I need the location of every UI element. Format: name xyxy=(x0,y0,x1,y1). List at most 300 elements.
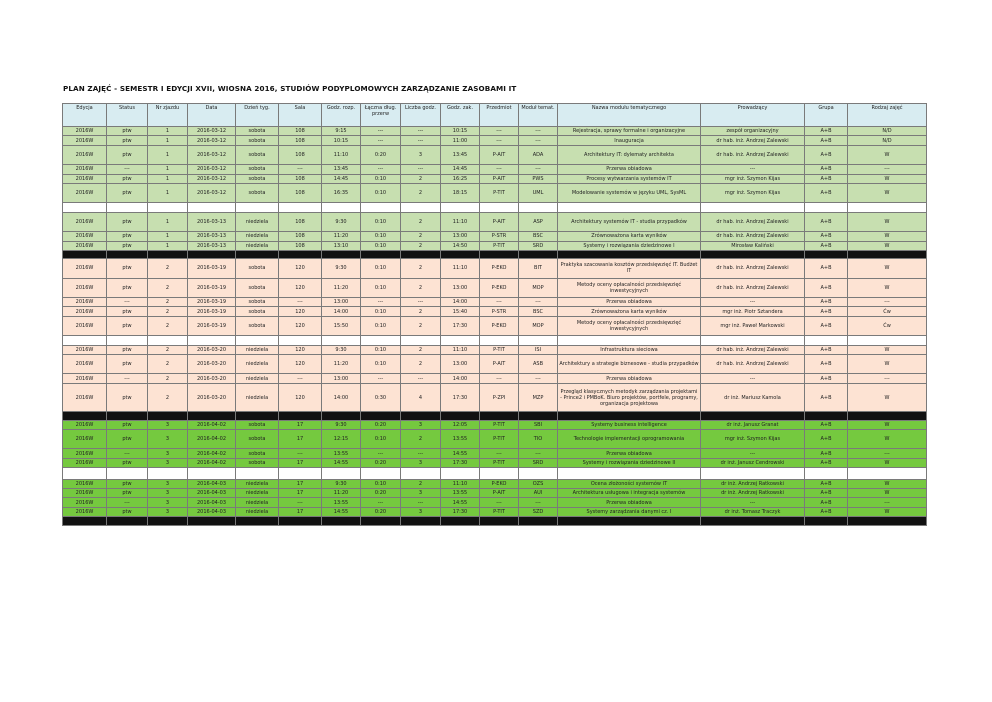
cell-weekday: niedziela xyxy=(236,374,279,383)
cell-subject: --- xyxy=(480,298,519,307)
header-class-type: Rodzaj zajęć xyxy=(848,104,927,127)
cell-group: A+B xyxy=(805,374,848,383)
cell-group xyxy=(805,517,848,525)
cell-room: 120 xyxy=(279,355,322,374)
table-row xyxy=(63,420,927,429)
cell-date: 2016-03-13 xyxy=(188,241,236,250)
cell-module-name xyxy=(558,517,701,525)
cell-date: 2016-03-19 xyxy=(188,316,236,335)
cell-weekday xyxy=(236,468,279,479)
cell-module-name: Architektury systemów IT - studia przypadków xyxy=(558,212,701,231)
separator-row xyxy=(63,468,927,479)
cell-module: BSC xyxy=(519,307,558,316)
table-row xyxy=(63,429,927,448)
cell-module-name: Infrastruktura sieciowa xyxy=(558,345,701,354)
cell-date: 2016-04-02 xyxy=(188,420,236,429)
cell-subject xyxy=(480,336,519,345)
cell-start-time: 14:00 xyxy=(322,307,361,316)
table-row xyxy=(63,232,927,241)
cell-start-time xyxy=(322,468,361,479)
table-header-row xyxy=(63,104,927,127)
cell-room xyxy=(279,517,322,525)
cell-end-time: 13:00 xyxy=(441,278,480,297)
cell-subject: P-EKO xyxy=(480,259,519,278)
cell-end-time xyxy=(441,412,480,420)
cell-subject: P-TIT xyxy=(480,183,519,202)
cell-module: ADA xyxy=(519,145,558,164)
cell-hours: 3 xyxy=(401,488,441,497)
table-row xyxy=(63,355,927,374)
cell-status: --- xyxy=(107,298,148,307)
cell-subject: P-AIT xyxy=(480,355,519,374)
cell-lecturer: zespół organizacyjny xyxy=(701,127,805,136)
cell-session-no: 1 xyxy=(148,136,188,145)
cell-date xyxy=(188,517,236,525)
cell-room xyxy=(279,468,322,479)
cell-hours: --- xyxy=(401,136,441,145)
cell-break-length: 0:20 xyxy=(361,507,401,516)
cell-session-no: 1 xyxy=(148,232,188,241)
cell-end-time: 18:15 xyxy=(441,183,480,202)
cell-class-type: W xyxy=(848,383,927,411)
cell-weekday: sobota xyxy=(236,420,279,429)
cell-session-no: 3 xyxy=(148,498,188,507)
table-row xyxy=(63,212,927,231)
cell-end-time: 15:40 xyxy=(441,307,480,316)
cell-subject: P-TIT xyxy=(480,241,519,250)
cell-status xyxy=(107,250,148,258)
cell-weekday: sobota xyxy=(236,449,279,458)
separator-row xyxy=(63,517,927,525)
cell-end-time: 14:55 xyxy=(441,498,480,507)
cell-weekday xyxy=(236,412,279,420)
cell-subject: P-STR xyxy=(480,307,519,316)
cell-subject: --- xyxy=(480,449,519,458)
cell-lecturer: --- xyxy=(701,165,805,174)
table-row xyxy=(63,165,927,174)
cell-module-name: Systemy i rozwiązania dziedzinowe I xyxy=(558,241,701,250)
cell-end-time: 14:50 xyxy=(441,241,480,250)
cell-room: 17 xyxy=(279,458,322,467)
table-row xyxy=(63,498,927,507)
cell-break-length: --- xyxy=(361,165,401,174)
cell-edition xyxy=(63,203,107,212)
cell-weekday: niedziela xyxy=(236,498,279,507)
cell-lecturer: dr inż. Mariusz Kamola xyxy=(701,383,805,411)
cell-status: --- xyxy=(107,374,148,383)
cell-end-time: 13:55 xyxy=(441,429,480,448)
cell-lecturer: dr inż. Janusz Granat xyxy=(701,420,805,429)
table-row xyxy=(63,127,927,136)
cell-end-time xyxy=(441,468,480,479)
cell-room: 120 xyxy=(279,278,322,297)
cell-group: A+B xyxy=(805,449,848,458)
cell-edition: 2016W xyxy=(63,183,107,202)
cell-hours: 3 xyxy=(401,458,441,467)
cell-status: ptw xyxy=(107,127,148,136)
cell-session-no: 2 xyxy=(148,307,188,316)
header-edition: Edycja xyxy=(63,104,107,127)
cell-date: 2016-03-12 xyxy=(188,145,236,164)
cell-room: 108 xyxy=(279,241,322,250)
cell-hours: 2 xyxy=(401,278,441,297)
cell-room xyxy=(279,250,322,258)
cell-break-length: 0:10 xyxy=(361,345,401,354)
cell-module: --- xyxy=(519,136,558,145)
cell-end-time: 11:10 xyxy=(441,259,480,278)
cell-weekday: sobota xyxy=(236,165,279,174)
cell-edition: 2016W xyxy=(63,507,107,516)
header-break-length: Łączna dług. przerw xyxy=(361,104,401,127)
cell-start-time: 15:50 xyxy=(322,316,361,335)
cell-lecturer: --- xyxy=(701,374,805,383)
cell-subject: P-EKO xyxy=(480,278,519,297)
cell-status: ptw xyxy=(107,479,148,488)
cell-module: --- xyxy=(519,374,558,383)
cell-group: A+B xyxy=(805,259,848,278)
cell-subject xyxy=(480,468,519,479)
cell-edition: 2016W xyxy=(63,127,107,136)
cell-class-type: Ćw xyxy=(848,316,927,335)
separator-row xyxy=(63,336,927,345)
cell-status xyxy=(107,412,148,420)
cell-weekday: niedziela xyxy=(236,355,279,374)
cell-end-time: 13:00 xyxy=(441,355,480,374)
header-date: Data xyxy=(188,104,236,127)
cell-hours: 2 xyxy=(401,345,441,354)
cell-group: A+B xyxy=(805,278,848,297)
cell-module-name: Architektury IT: dylematy architekta xyxy=(558,145,701,164)
cell-date xyxy=(188,203,236,212)
cell-break-length xyxy=(361,250,401,258)
cell-group: A+B xyxy=(805,136,848,145)
cell-start-time: 12:15 xyxy=(322,429,361,448)
cell-start-time: 11:20 xyxy=(322,232,361,241)
cell-class-type: W xyxy=(848,420,927,429)
header-group: Grupa xyxy=(805,104,848,127)
cell-group: A+B xyxy=(805,479,848,488)
cell-weekday: sobota xyxy=(236,278,279,297)
cell-end-time: 17:30 xyxy=(441,458,480,467)
cell-status: ptw xyxy=(107,183,148,202)
cell-break-length: 0:10 xyxy=(361,355,401,374)
cell-edition: 2016W xyxy=(63,298,107,307)
table-row xyxy=(63,507,927,516)
cell-start-time: 9:30 xyxy=(322,212,361,231)
cell-weekday: sobota xyxy=(236,145,279,164)
cell-room: --- xyxy=(279,298,322,307)
cell-session-no: 3 xyxy=(148,420,188,429)
cell-break-length xyxy=(361,468,401,479)
cell-status: --- xyxy=(107,449,148,458)
cell-status xyxy=(107,203,148,212)
cell-edition: 2016W xyxy=(63,355,107,374)
cell-start-time: 9:15 xyxy=(322,127,361,136)
cell-class-type: W xyxy=(848,259,927,278)
cell-group: A+B xyxy=(805,498,848,507)
cell-class-type xyxy=(848,412,927,420)
cell-break-length xyxy=(361,336,401,345)
cell-lecturer: dr hab. inż. Andrzej Zalewski xyxy=(701,136,805,145)
cell-hours xyxy=(401,203,441,212)
cell-start-time: 14:55 xyxy=(322,458,361,467)
cell-break-length: 0:10 xyxy=(361,259,401,278)
cell-status: ptw xyxy=(107,429,148,448)
header-module: Moduł temat. xyxy=(519,104,558,127)
cell-weekday: sobota xyxy=(236,183,279,202)
cell-class-type: W xyxy=(848,488,927,497)
cell-weekday: sobota xyxy=(236,298,279,307)
cell-hours: 3 xyxy=(401,420,441,429)
cell-module-name: Architektury a strategie biznesowe - studia przypadków xyxy=(558,355,701,374)
cell-edition: 2016W xyxy=(63,316,107,335)
cell-edition: 2016W xyxy=(63,241,107,250)
cell-class-type: W xyxy=(848,458,927,467)
cell-lecturer: dr inż. Andrzej Ratkowski xyxy=(701,488,805,497)
cell-break-length: 0:10 xyxy=(361,232,401,241)
cell-room: 120 xyxy=(279,259,322,278)
table-row xyxy=(63,278,927,297)
cell-lecturer: dr inż. Tomasz Traczyk xyxy=(701,507,805,516)
cell-module-name: Przerwa obiadowa xyxy=(558,374,701,383)
table-row xyxy=(63,345,927,354)
cell-end-time xyxy=(441,517,480,525)
cell-edition: 2016W xyxy=(63,278,107,297)
cell-hours: 2 xyxy=(401,307,441,316)
page-title: PLAN ZAJĘĆ - SEMESTR I EDYCJI XVII, WIOSNA 2016, STUDIÓW PODYPLOMOWYCH ZARZĄDZANIE ZASOBAMI IT xyxy=(63,84,517,93)
cell-session-no: 1 xyxy=(148,145,188,164)
cell-class-type: --- xyxy=(848,298,927,307)
separator-row xyxy=(63,412,927,420)
cell-group: A+B xyxy=(805,488,848,497)
cell-hours xyxy=(401,412,441,420)
header-room: Sala xyxy=(279,104,322,127)
cell-group: A+B xyxy=(805,212,848,231)
cell-module-name: Rejestracja, sprawy formalne i organizacyjne xyxy=(558,127,701,136)
cell-end-time: 14:00 xyxy=(441,298,480,307)
cell-room: --- xyxy=(279,165,322,174)
table-row xyxy=(63,241,927,250)
cell-start-time xyxy=(322,250,361,258)
cell-room: 17 xyxy=(279,420,322,429)
table-row xyxy=(63,298,927,307)
cell-end-time: 13:55 xyxy=(441,488,480,497)
cell-lecturer: mgr inż. Piotr Sztandera xyxy=(701,307,805,316)
cell-module-name: Technologie implementacji oprogramowania xyxy=(558,429,701,448)
cell-module: --- xyxy=(519,165,558,174)
cell-session-no: 1 xyxy=(148,241,188,250)
cell-start-time: 9:30 xyxy=(322,259,361,278)
cell-hours: 2 xyxy=(401,316,441,335)
cell-module: SRD xyxy=(519,458,558,467)
cell-module-name xyxy=(558,412,701,420)
cell-module-name: Metody oceny opłacalności przedsięwzięć inwestycyjnych xyxy=(558,278,701,297)
cell-status: ptw xyxy=(107,174,148,183)
table-row xyxy=(63,449,927,458)
cell-hours xyxy=(401,517,441,525)
table-row xyxy=(63,183,927,202)
cell-break-length: 0:20 xyxy=(361,420,401,429)
header-weekday: Dzień tyg. xyxy=(236,104,279,127)
cell-date xyxy=(188,250,236,258)
cell-status: --- xyxy=(107,498,148,507)
cell-edition: 2016W xyxy=(63,498,107,507)
table-row xyxy=(63,136,927,145)
cell-end-time: 10:15 xyxy=(441,127,480,136)
header-lecturer: Prowadzący xyxy=(701,104,805,127)
cell-lecturer: mgr inż. Szymon Kijas xyxy=(701,174,805,183)
cell-subject: P-TIT xyxy=(480,458,519,467)
cell-module xyxy=(519,468,558,479)
cell-module: --- xyxy=(519,298,558,307)
cell-start-time: 9:30 xyxy=(322,420,361,429)
cell-group: A+B xyxy=(805,127,848,136)
cell-lecturer: dr hab. inż. Andrzej Zalewski xyxy=(701,345,805,354)
cell-edition xyxy=(63,336,107,345)
cell-module xyxy=(519,336,558,345)
cell-end-time: 14:45 xyxy=(441,165,480,174)
cell-module: ISI xyxy=(519,345,558,354)
table-row xyxy=(63,259,927,278)
cell-end-time xyxy=(441,336,480,345)
header-status: Status xyxy=(107,104,148,127)
cell-start-time: 11:20 xyxy=(322,278,361,297)
cell-module xyxy=(519,412,558,420)
cell-status: ptw xyxy=(107,232,148,241)
cell-group xyxy=(805,250,848,258)
cell-group: A+B xyxy=(805,458,848,467)
cell-break-length: 0:10 xyxy=(361,212,401,231)
cell-session-no xyxy=(148,468,188,479)
cell-subject: P-AIT xyxy=(480,174,519,183)
cell-hours: 2 xyxy=(401,212,441,231)
cell-lecturer: dr hab. inż. Andrzej Zalewski xyxy=(701,355,805,374)
cell-start-time: 16:35 xyxy=(322,183,361,202)
cell-hours: 3 xyxy=(401,145,441,164)
cell-subject xyxy=(480,517,519,525)
cell-class-type: --- xyxy=(848,165,927,174)
cell-room: 17 xyxy=(279,507,322,516)
cell-status: ptw xyxy=(107,145,148,164)
cell-room: --- xyxy=(279,449,322,458)
cell-end-time: 17:30 xyxy=(441,507,480,516)
cell-date: 2016-03-12 xyxy=(188,165,236,174)
cell-start-time: 13:45 xyxy=(322,165,361,174)
cell-hours: 2 xyxy=(401,259,441,278)
table-row xyxy=(63,145,927,164)
header-subject: Przedmiot xyxy=(480,104,519,127)
header-end-time: Godz. zak. xyxy=(441,104,480,127)
cell-end-time: 14:00 xyxy=(441,374,480,383)
cell-edition xyxy=(63,412,107,420)
cell-weekday xyxy=(236,336,279,345)
cell-hours: 3 xyxy=(401,507,441,516)
cell-break-length xyxy=(361,203,401,212)
cell-status xyxy=(107,336,148,345)
cell-group: A+B xyxy=(805,507,848,516)
cell-end-time: 12:05 xyxy=(441,420,480,429)
cell-break-length: 0:20 xyxy=(361,145,401,164)
cell-hours: 2 xyxy=(401,479,441,488)
cell-edition: 2016W xyxy=(63,307,107,316)
cell-subject: --- xyxy=(480,498,519,507)
cell-end-time: 17:30 xyxy=(441,316,480,335)
cell-date xyxy=(188,412,236,420)
cell-hours: --- xyxy=(401,298,441,307)
cell-edition: 2016W xyxy=(63,165,107,174)
cell-class-type: W xyxy=(848,183,927,202)
cell-subject: P-TIT xyxy=(480,507,519,516)
cell-weekday: niedziela xyxy=(236,383,279,411)
cell-group: A+B xyxy=(805,241,848,250)
cell-module-name: Inauguracja xyxy=(558,136,701,145)
cell-weekday: sobota xyxy=(236,316,279,335)
cell-start-time: 13:55 xyxy=(322,498,361,507)
cell-module: --- xyxy=(519,449,558,458)
cell-group: A+B xyxy=(805,307,848,316)
cell-status: ptw xyxy=(107,488,148,497)
cell-class-type: --- xyxy=(848,374,927,383)
cell-module: BIT xyxy=(519,259,558,278)
cell-group: A+B xyxy=(805,183,848,202)
cell-session-no: 1 xyxy=(148,127,188,136)
cell-edition: 2016W xyxy=(63,383,107,411)
header-start-time: Godz. rozp. xyxy=(322,104,361,127)
cell-group: A+B xyxy=(805,232,848,241)
cell-subject: P-AIT xyxy=(480,488,519,497)
cell-edition: 2016W xyxy=(63,374,107,383)
cell-start-time: 11:10 xyxy=(322,145,361,164)
cell-class-type: W xyxy=(848,241,927,250)
cell-weekday: niedziela xyxy=(236,507,279,516)
cell-status: ptw xyxy=(107,383,148,411)
cell-class-type: W xyxy=(848,174,927,183)
cell-subject: --- xyxy=(480,374,519,383)
cell-edition: 2016W xyxy=(63,345,107,354)
cell-weekday: sobota xyxy=(236,458,279,467)
cell-module: UML xyxy=(519,183,558,202)
cell-lecturer: mgr inż. Paweł Markowski xyxy=(701,316,805,335)
cell-end-time: 11:00 xyxy=(441,136,480,145)
cell-module: BSC xyxy=(519,232,558,241)
cell-module: ASB xyxy=(519,355,558,374)
cell-class-type: W xyxy=(848,429,927,448)
cell-subject xyxy=(480,412,519,420)
cell-weekday: niedziela xyxy=(236,232,279,241)
cell-status: ptw xyxy=(107,507,148,516)
cell-class-type: W xyxy=(848,278,927,297)
cell-module-name: Zrównoważona karta wyników xyxy=(558,232,701,241)
cell-module: SBI xyxy=(519,420,558,429)
cell-group xyxy=(805,412,848,420)
cell-date: 2016-03-20 xyxy=(188,374,236,383)
cell-module-name xyxy=(558,468,701,479)
cell-session-no: 2 xyxy=(148,383,188,411)
cell-lecturer xyxy=(701,412,805,420)
cell-end-time: 14:55 xyxy=(441,449,480,458)
cell-start-time: 9:30 xyxy=(322,345,361,354)
cell-lecturer: mgr inż. Szymon Kijas xyxy=(701,183,805,202)
cell-date: 2016-03-12 xyxy=(188,183,236,202)
cell-date xyxy=(188,336,236,345)
cell-date: 2016-03-13 xyxy=(188,212,236,231)
cell-hours xyxy=(401,336,441,345)
cell-date: 2016-03-19 xyxy=(188,307,236,316)
cell-break-length xyxy=(361,412,401,420)
cell-session-no: 1 xyxy=(148,212,188,231)
cell-lecturer: Mirosław Kaliński xyxy=(701,241,805,250)
cell-module-name: Przerwa obiadowa xyxy=(558,449,701,458)
